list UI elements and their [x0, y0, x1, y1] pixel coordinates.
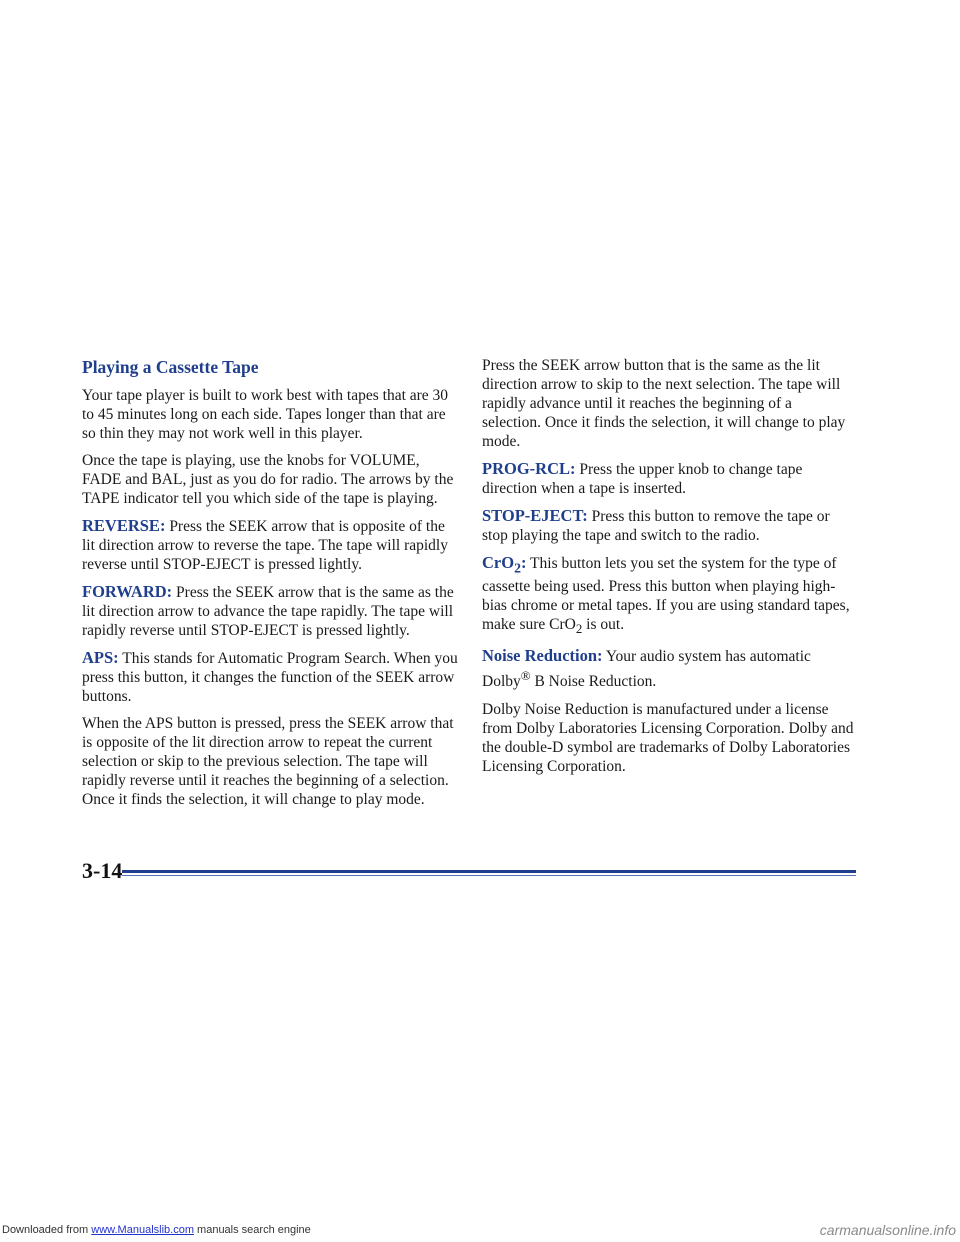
reverse-description: Press the SEEK arrow that is opposite of the lit direction arrow to reverse the tape. The tape will rapidly reverse until STOP-EJECT is pressed lightly. — [82, 518, 448, 573]
manualslib-link[interactable]: www.Manualslib.com — [91, 1224, 194, 1236]
footer-suffix: manuals search engine — [193, 1224, 311, 1236]
cro2-subscript: 2 — [575, 621, 583, 637]
footer-download-note — [2, 1224, 311, 1236]
term-forward: FORWARD: — [82, 582, 173, 601]
term-cro2-main: CrO — [482, 553, 515, 572]
paragraph-noise-reduction — [482, 646, 854, 691]
paragraph-cro2 — [482, 553, 854, 638]
page-number: 3-14 — [82, 858, 123, 883]
term-stop-eject: STOP-EJECT: — [482, 506, 588, 525]
term-cro2-colon: : — [520, 553, 527, 572]
stop-eject-description: Press this button to remove the tape or stop playing the tape and switch to the radio. — [482, 508, 830, 544]
page-rule — [122, 870, 856, 873]
forward-description: Press the SEEK arrow that is the same as the lit direction arrow to advance the tape rapidly. The tape will rapidly reverse until STOP-EJECT is pressed lightly. — [82, 584, 454, 639]
term-cro2 — [482, 553, 527, 576]
paragraph-forward — [82, 582, 458, 640]
term-reverse: REVERSE: — [82, 516, 166, 535]
right-column — [482, 356, 854, 784]
paragraph-aps — [82, 648, 458, 706]
term-aps: APS: — [82, 648, 119, 667]
term-prog-rcl: PROG-RCL: — [482, 459, 576, 478]
term-noise-reduction: Noise Reduction: — [482, 646, 603, 666]
paragraph-tape-length: Your tape player is built to work best with tapes that are 30 to 45 minutes long on each side. Tapes longer than that are so thin they may not work well in this player. — [82, 387, 449, 442]
paragraph-prog-rcl — [482, 459, 854, 498]
paragraph-seek-next: Press the SEEK arrow button that is the same as the lit direction arrow to skip to the next selection. The tape will rapidly advance until it reaches the beginning of a selection. Once it finds the selection, it will change to play mode. — [482, 357, 846, 450]
prog-rcl-description: Press the upper knob to change tape direction when a tape is inserted. — [482, 461, 803, 497]
term-cro2-subscript: 2 — [514, 560, 521, 576]
cro2-description-end: is out. — [582, 616, 625, 634]
paragraph-dolby-license: Dolby Noise Reduction is manufactured under a license from Dolby Laboratories Licensing Corporation. Dolby and the double-D symbol are trademarks of Dolby Laboratories Licensing Corporation. — [482, 700, 854, 775]
page-rule-thin — [122, 875, 856, 876]
registered-mark: ® — [520, 668, 531, 684]
left-column — [82, 356, 458, 817]
paragraph-stop-eject — [482, 506, 854, 545]
noise-description: Your audio system has automatic Dolby — [482, 648, 811, 691]
paragraph-knobs: Once the tape is playing, use the knobs for VOLUME, FADE and BAL, just as you do for radio. The arrows by the TAPE indicator tell you which side of the tape is playing. — [82, 452, 454, 507]
footer-prefix: Downloaded from — [2, 1224, 92, 1236]
watermark: carmanualsonline.info — [819, 1222, 956, 1238]
cro2-description: This button lets you set the system for the type of cassette being used. Press this button when playing high-bias chrome or metal tapes. If you are using standard tapes, make sure CrO — [482, 555, 850, 634]
aps-description: This stands for Automatic Program Search. When you press this button, it changes the function of the SEEK arrow buttons. — [82, 650, 458, 705]
section-title: Playing a Cassette Tape — [82, 357, 259, 377]
paragraph-reverse — [82, 516, 458, 574]
paragraph-aps-usage: When the APS button is pressed, press the SEEK arrow that is opposite of the lit direction arrow to repeat the current selection or skip to the previous selection. The tape will rapidly reverse until it reaches the beginning of a selection. Once it finds the selection, it will change to play mode. — [82, 715, 454, 808]
noise-description-end: B Noise Reduction. — [530, 673, 657, 691]
